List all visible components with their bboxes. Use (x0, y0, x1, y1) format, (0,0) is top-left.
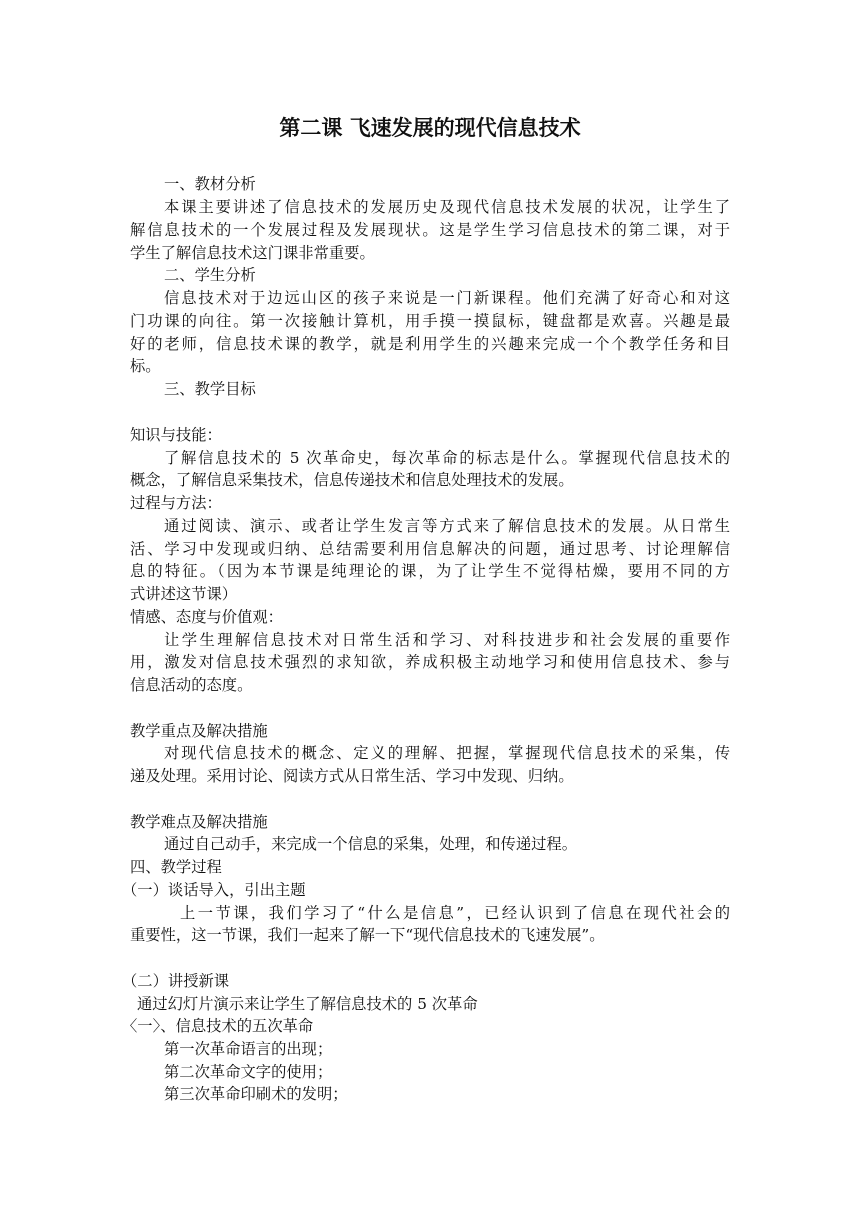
section-heading: 四、教学过程 (130, 858, 222, 876)
paragraph-line: 用，激发对信息技术强烈的求知欲，养成积极主动地学习和使用信息技术、参与 (130, 653, 730, 671)
subheading: （二）讲授新课 (122, 972, 230, 990)
subheading: 过程与方法： (130, 494, 222, 512)
paragraph-line: 信息技术对于边远山区的孩子来说是一门新课程。他们充满了好奇心和对这 (164, 289, 730, 307)
subheading: （一）谈话导入，引出主题 (122, 881, 306, 899)
paragraph-line: 让学生理解信息技术对日常生活和学习、对科技进步和社会发展的重要作 (164, 631, 730, 649)
list-item: 第三次革命印刷术的发明； (164, 1085, 348, 1103)
paragraph-line: 标。 (130, 357, 161, 375)
subheading: 〈一〉、信息技术的五次革命 (122, 1017, 314, 1035)
list-item: 第二次革命文字的使用； (164, 1063, 333, 1081)
section-heading: 三、教学目标 (164, 380, 256, 398)
paragraph-line: 通过阅读、演示、或者让学生发言等方式来了解信息技术的发展。从日常生 (164, 517, 730, 535)
paragraph-line: 信息活动的态度。 (130, 676, 253, 694)
paragraph-line: 递及处理。采用讨论、阅读方式从日常生活、学习中发现、归纳。 (130, 767, 574, 785)
subheading: 情感、态度与价值观： (130, 608, 283, 626)
paragraph-line: 活、学习中发现或归纳、总结需要利用信息解决的问题，通过思考、讨论理解信 (130, 540, 730, 558)
paragraph-line: 了解信息技术的 5 次革命史，每次革命的标志是什么。掌握现代信息技术的 (164, 449, 730, 467)
paragraph-line: 门功课的向往。第一次接触计算机，用手摸一摸鼠标，键盘都是欢喜。兴趣是最 (130, 312, 730, 330)
list-item: 第一次革命语言的出现； (164, 1040, 333, 1058)
paragraph-line: 上一节课，我们学习了“什么是信息”，已经认识到了信息在现代社会的 (180, 904, 730, 922)
paragraph-line: 概念，了解信息采集技术，信息传递技术和信息处理技术的发展。 (130, 471, 574, 489)
paragraph-line: 通过自己动手，来完成一个信息的采集，处理，和传递过程。 (164, 835, 578, 853)
paragraph-line: 重要性，这一节课，我们一起来了解一下“现代信息技术的飞速发展”。 (130, 926, 605, 944)
paragraph-line: 息的特征。（因为本节课是纯理论的课，为了让学生不觉得枯燥，要用不同的方 (130, 562, 730, 580)
paragraph-line: 解信息技术的一个发展过程及发展现状。这是学生学习信息技术的第二课，对于 (130, 221, 730, 239)
subheading: 知识与技能： (130, 426, 222, 444)
paragraph-line: 对现代信息技术的概念、定义的理解、把握，掌握现代信息技术的采集，传 (164, 744, 730, 762)
section-heading: 二、学生分析 (164, 266, 256, 284)
page-title: 第二课 飞速发展的现代信息技术 (279, 115, 581, 140)
paragraph-line: 本课主要讲述了信息技术的发展历史及现代信息技术发展的状况，让学生了 (164, 198, 730, 216)
paragraph-line: 式讲述这节课） (130, 585, 238, 603)
paragraph-line: 好的老师，信息技术课的教学，就是利用学生的兴趣来完成一个个教学任务和目 (130, 335, 730, 353)
paragraph-line: 学生了解信息技术这门课非常重要。 (130, 244, 375, 262)
subheading: 教学难点及解决措施 (130, 813, 268, 831)
subheading: 教学重点及解决措施 (130, 722, 268, 740)
paragraph-line: 通过幻灯片演示来让学生了解信息技术的 5 次革命 (137, 995, 478, 1013)
section-heading: 一、教材分析 (164, 175, 256, 193)
